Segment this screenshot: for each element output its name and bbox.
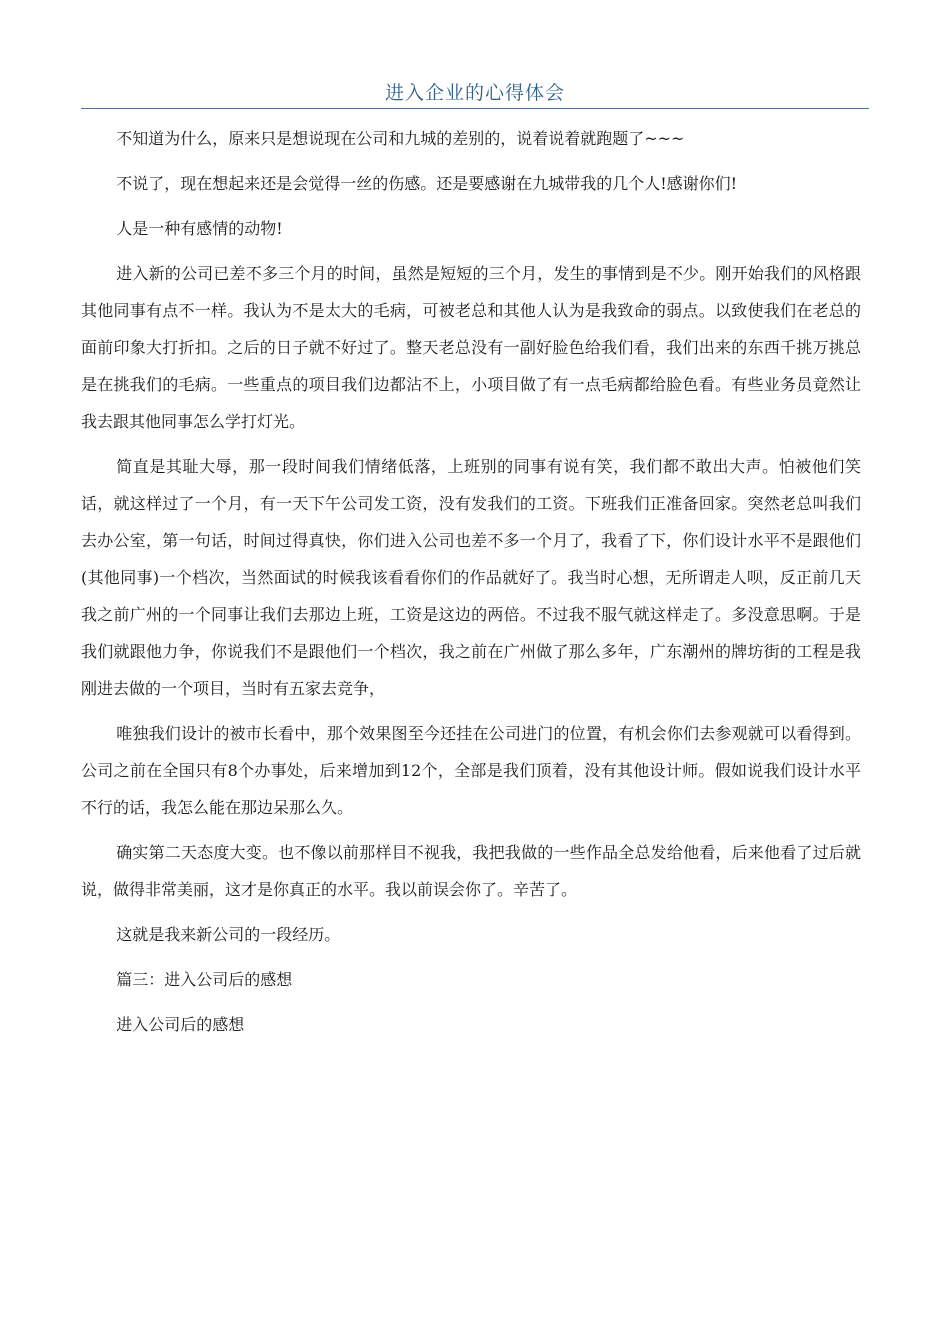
paragraph-1: 不知道为什么，原来只是想说现在公司和九城的差别的，说着说着就跑题了~~~ (116, 129, 685, 148)
paragraph-8: 这就是我来新公司的一段经历。 (116, 925, 341, 944)
paragraph-5: 简直是其耻大辱，那一段时间我们情绪低落，上班别的同事有说有笑，我们都不敢出大声。怕被他们笑话，就这样过了一个月，有一天下午公司发工资，没有发我们的工资。下班我们正准备回家。突然老总叫我们去办公室，第一句话，时间过得真快，你们进入公司也差不多一个月了，我看了下，你们设计水平不是跟他们(其他同事)一个档次，当然面试的时候我该看看你们的作品就好了。我当时心想，无所谓走人呗，反正前几天我之前广州的一个同事让我们去那边上班，工资是这边的两倍。不过我不服气就这样走了。多没意思啊。于是我们就跟他力争，你说我们不是跟他们一个档次，我之前在广州做了那么多年，广东潮州的牌坊街的工程是我刚进去做的一个项目，当时有五家去竞争， (81, 457, 861, 698)
paragraph-3: 人是一种有感情的动物! (116, 219, 283, 238)
page-title: 进入企业的心得体会 (384, 82, 565, 104)
section-heading: 篇三：进入公司后的感想 (116, 970, 293, 989)
paragraph-6: 唯独我们设计的被市长看中，那个效果图至今还挂在公司进门的位置，有机会你们去参观就可以看得到。公司之前在全国只有8个办事处，后来增加到12个，全部是我们顶着，没有其他设计师。假如说我们设计水平不行的话，我怎么能在那边呆那么久。 (81, 724, 861, 817)
paragraph-4: 进入新的公司已差不多三个月的时间，虽然是短短的三个月，发生的事情到是不少。刚开始我们的风格跟其他同事有点不一样。我认为不是太大的毛病，可被老总和其他人认为是我致命的弱点。以致使我们在老总的面前印象大打折扣。之后的日子就不好过了。整天老总没有一副好脸色给我们看，我们出来的东西千挑万挑总是在挑我们的毛病。一些重点的项目我们边都沾不上，小项目做了有一点毛病都给脸色看。有些业务员竟然让我去跟其他同事怎么学打灯光。 (81, 264, 861, 431)
paragraph-2: 不说了，现在想起来还是会觉得一丝的伤感。还是要感谢在九城带我的几个人!感谢你们! (116, 174, 738, 193)
document-body (81, 120, 861, 1043)
page-header (81, 78, 869, 109)
section-subtitle: 进入公司后的感想 (116, 1015, 245, 1034)
paragraph-7: 确实第二天态度大变。也不像以前那样目不视我，我把我做的一些作品全总发给他看，后来他看了过后就说，做得非常美丽，这才是你真正的水平。我以前误会你了。辛苦了。 (81, 843, 861, 899)
